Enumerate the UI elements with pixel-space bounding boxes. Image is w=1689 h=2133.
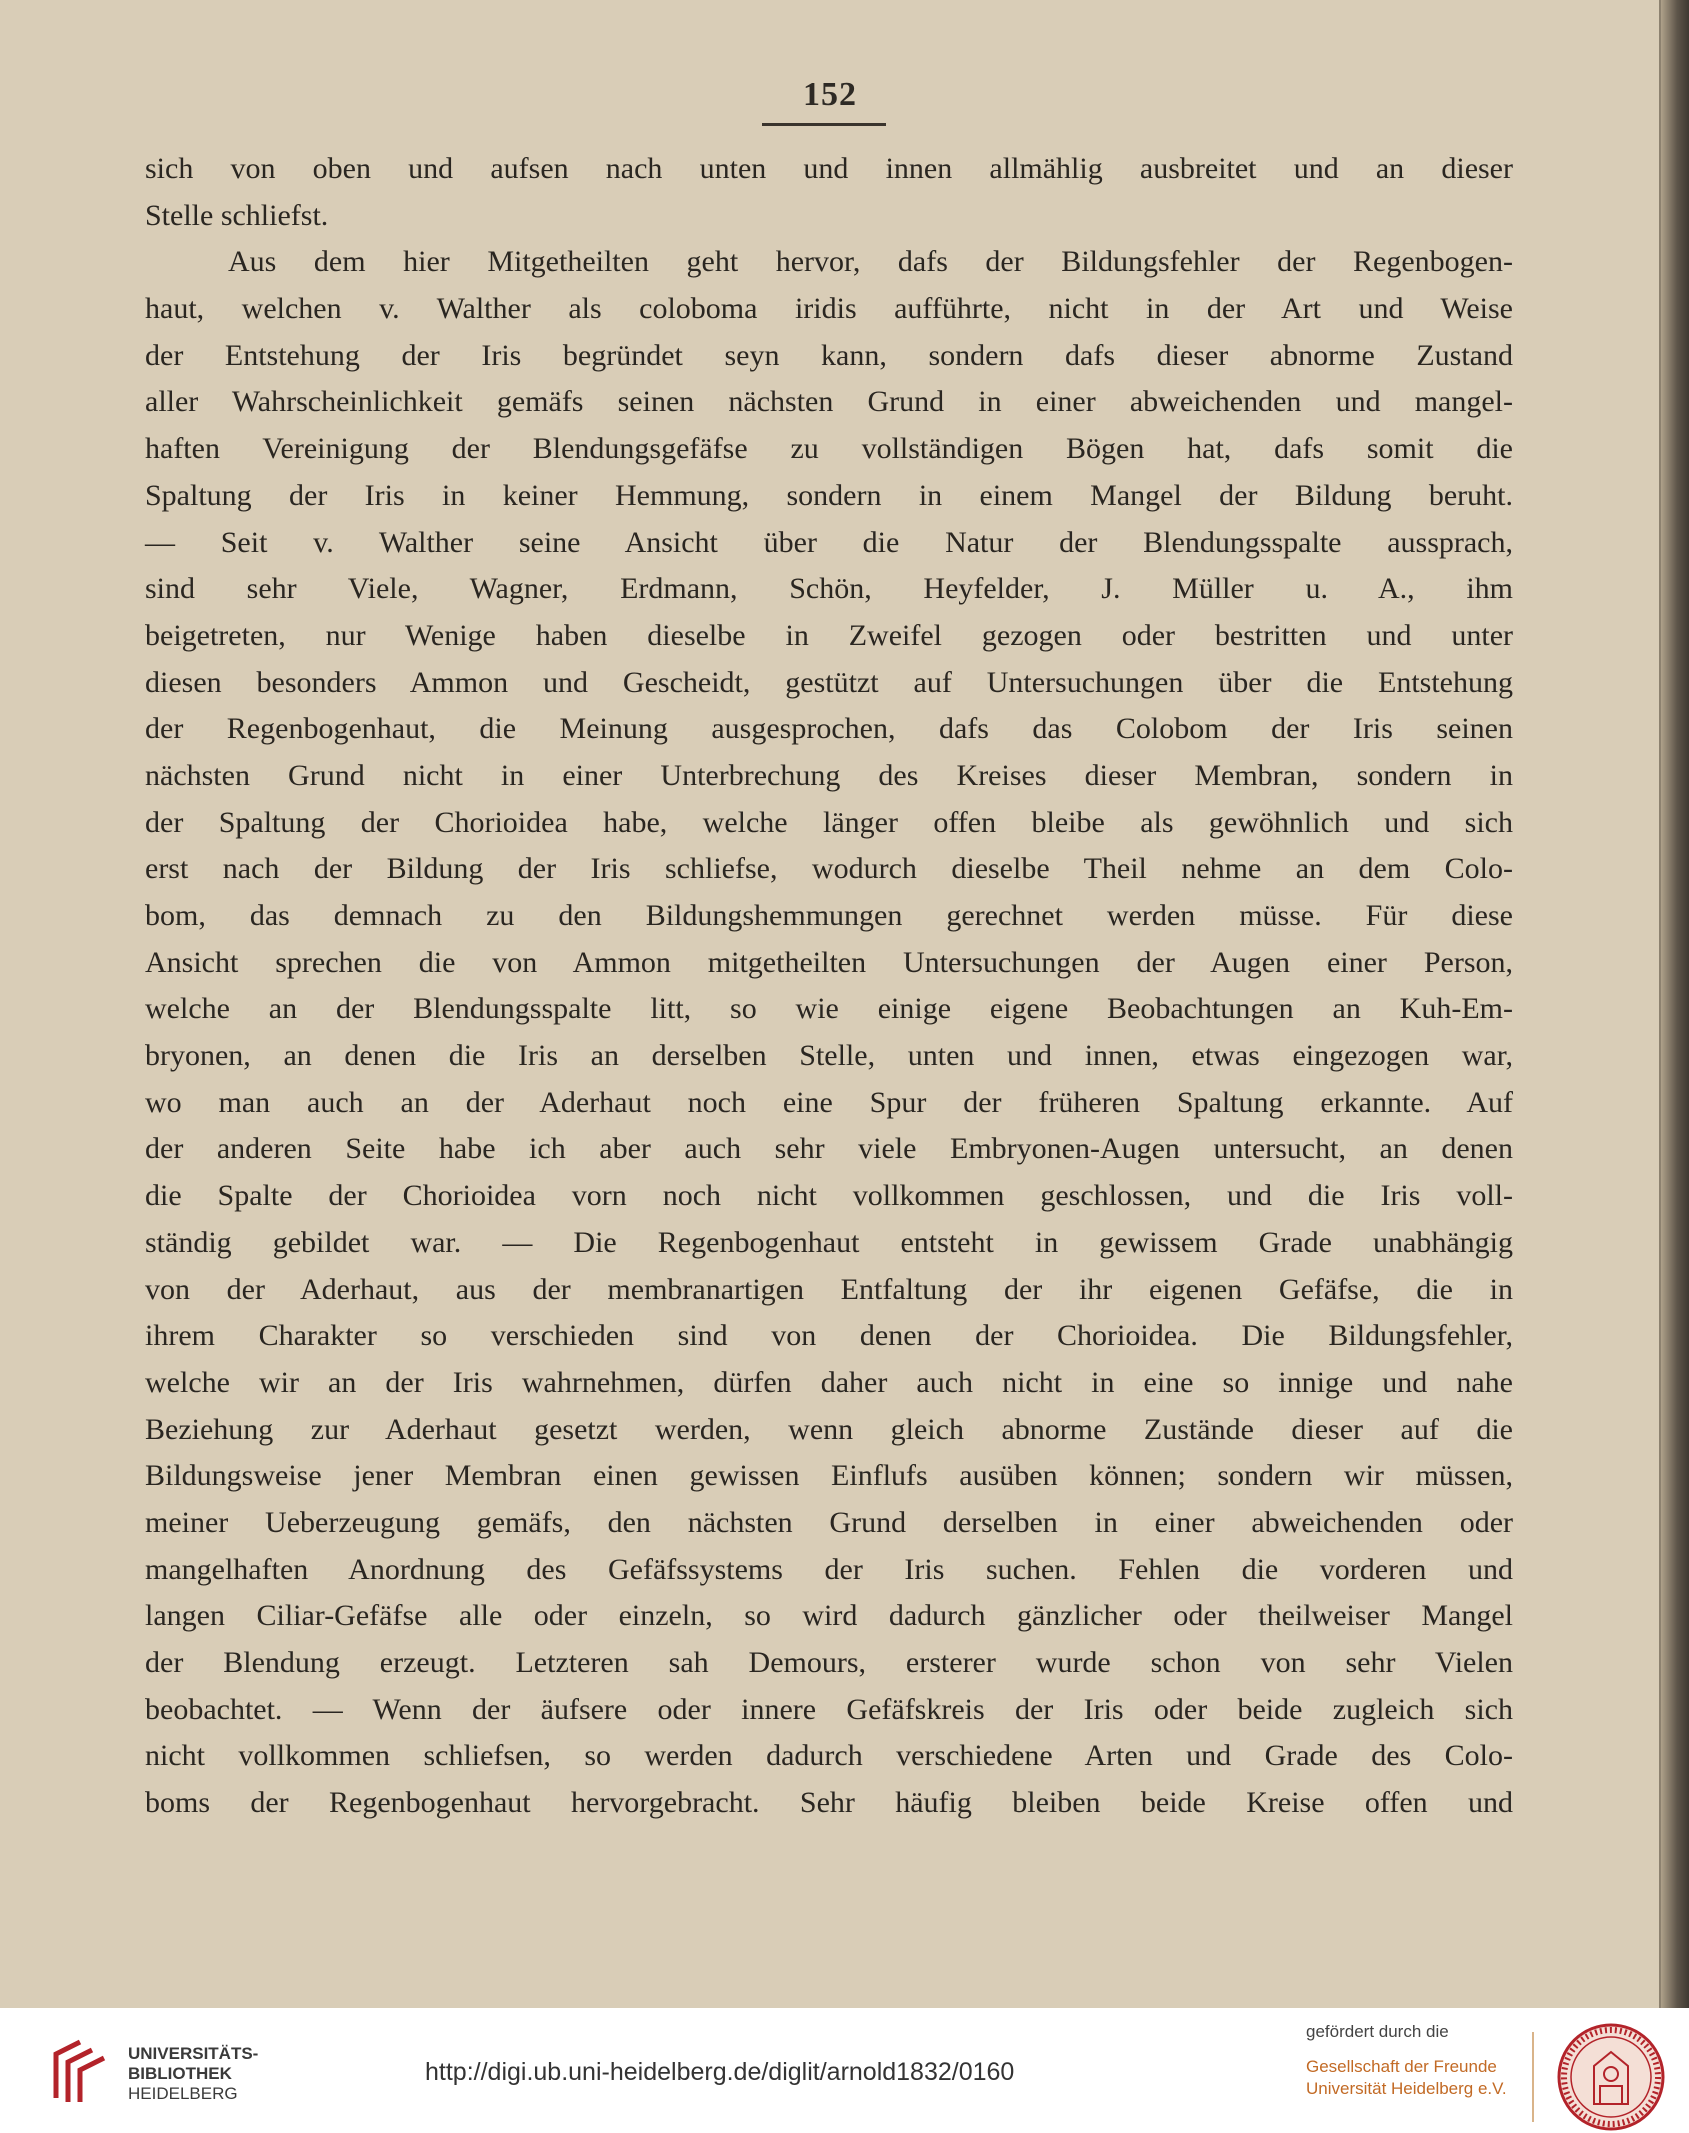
page-edge-shadow [1659, 0, 1689, 2008]
text-line: bryonen, an denen die Iris an derselben Stelle, unten und innen, etwas eingezogen war, [145, 1039, 1513, 1073]
text-line: aller Wahrscheinlichkeit gemäfs seinen nächsten Grund in einer abweichenden und mangel- [145, 385, 1513, 419]
sponsor-name-line-2: Universität Heidelberg e.V. [1306, 2079, 1507, 2098]
text-line: Aus dem hier Mitgetheilten geht hervor, dafs der Bildungsfehler der Regenbogen- [228, 245, 1513, 279]
text-line: welche an der Blendungsspalte litt, so wie einige eigene Beobachtungen an Kuh-Em- [145, 992, 1513, 1026]
page-number-rule [762, 123, 886, 126]
library-name-line-3: HEIDELBERG [128, 2084, 238, 2103]
permalink-url[interactable]: http://digi.ub.uni-heidelberg.de/diglit/arnold1832/0160 [425, 2058, 1015, 2086]
text-line: erst nach der Bildung der Iris schliefse, wodurch dieselbe Theil nehme an dem Colo- [145, 852, 1513, 886]
library-logo-icon [50, 2036, 110, 2106]
text-line: sind sehr Viele, Wagner, Erdmann, Schön, Heyfelder, J. Müller u. A., ihm [145, 572, 1513, 606]
library-name-line-1: UNIVERSITÄTS- [128, 2044, 259, 2063]
footer-bar [0, 2008, 1689, 2133]
text-line: der Spaltung der Chorioidea habe, welche länger offen bleibe als gewöhnlich und sich [145, 805, 1513, 839]
text-line: von der Aderhaut, aus der membranartigen Entfaltung der ihr eigenen Gefäfse, die in [145, 1272, 1513, 1306]
text-line: welche wir an der Iris wahrnehmen, dürfen daher auch nicht in eine so innige und nahe [145, 1365, 1513, 1399]
body-text [145, 146, 1513, 1827]
university-seal-icon [1556, 2022, 1666, 2132]
text-line: der Blendung erzeugt. Letzteren sah Demours, ersterer wurde schon von sehr Vielen [145, 1646, 1513, 1679]
text-line: Stelle schliefst. [145, 198, 329, 232]
page-number: 152 [803, 76, 857, 113]
text-line: Spaltung der Iris in keiner Hemmung, sondern in einem Mangel der Bildung beruht. [145, 478, 1513, 512]
sponsor-label: gefördert durch die [1306, 2022, 1449, 2041]
text-line: der anderen Seite habe ich aber auch sehr viele Embryonen-Augen untersucht, an denen [145, 1132, 1513, 1166]
text-line: wo man auch an der Aderhaut noch eine Spur der früheren Spaltung erkannte. Auf [145, 1085, 1513, 1119]
text-line: langen Ciliar-Gefäfse alle oder einzeln, so wird dadurch gänzlicher oder theilweiser Mangel [145, 1599, 1513, 1633]
text-line: Bildungsweise jener Membran einen gewissen Einflufs ausüben können; sondern wir müssen, [145, 1459, 1513, 1493]
text-line: mangelhaften Anordnung des Gefäfssystems der Iris suchen. Fehlen die vorderen und [145, 1552, 1513, 1586]
text-line: sich von oben und aufsen nach unten und innen allmählig ausbreitet und an dieser [145, 152, 1513, 185]
text-line: meiner Ueberzeugung gemäfs, den nächsten Grund derselben in einer abweichenden oder [145, 1505, 1513, 1539]
text-line: beigetreten, nur Wenige haben dieselbe in Zweifel gezogen oder bestritten und unter [145, 618, 1513, 652]
text-line: der Regenbogenhaut, die Meinung ausgesprochen, dafs das Colobom der Iris seinen [145, 712, 1513, 746]
text-line: diesen besonders Ammon und Gescheidt, gestützt auf Untersuchungen über die Entstehung [145, 665, 1513, 699]
library-name [128, 2044, 258, 2104]
text-line: nächsten Grund nicht in einer Unterbrechung des Kreises dieser Membran, sondern in [145, 758, 1513, 792]
text-line: haften Vereinigung der Blendungsgefäfse zu vollständigen Bögen hat, dafs somit die [145, 432, 1513, 466]
text-line: der Entstehung der Iris begründet seyn kann, sondern dafs dieser abnorme Zustand [145, 338, 1513, 372]
text-line: haut, welchen v. Walther als coloboma iridis aufführte, nicht in der Art und Weise [145, 292, 1513, 326]
sponsor-name [1306, 2056, 1507, 2100]
text-line: — Seit v. Walther seine Ansicht über die Natur der Blendungsspalte aussprach, [145, 525, 1513, 559]
text-line: Ansicht sprechen die von Ammon mitgetheilten Untersuchungen der Augen einer Person, [145, 945, 1513, 979]
text-line: ihrem Charakter so verschieden sind von denen der Chorioidea. Die Bildungsfehler, [145, 1319, 1513, 1353]
text-line: ständig gebildet war. — Die Regenbogenhaut entsteht in gewissem Grade unabhängig [145, 1225, 1513, 1259]
text-line: boms der Regenbogenhaut hervorgebracht. Sehr häufig bleiben beide Kreise offen und [145, 1786, 1513, 1820]
footer-divider [1532, 2032, 1534, 2122]
text-line: beobachtet. — Wenn der äufsere oder innere Gefäfskreis der Iris oder beide zugleich sich [145, 1692, 1513, 1726]
text-line: die Spalte der Chorioidea vorn noch nicht vollkommen geschlossen, und die Iris voll- [145, 1179, 1513, 1213]
text-line: bom, das demnach zu den Bildungshemmungen gerechnet werden müsse. Für diese [145, 899, 1513, 932]
page-edge-line [1659, 0, 1661, 2008]
library-name-line-2: BIBLIOTHEK [128, 2064, 232, 2083]
sponsor-name-line-1: Gesellschaft der Freunde [1306, 2057, 1497, 2076]
text-line: nicht vollkommen schliefsen, so werden dadurch verschiedene Arten und Grade des Colo- [145, 1739, 1513, 1773]
text-line: Beziehung zur Aderhaut gesetzt werden, wenn gleich abnorme Zustände dieser auf die [145, 1412, 1513, 1446]
